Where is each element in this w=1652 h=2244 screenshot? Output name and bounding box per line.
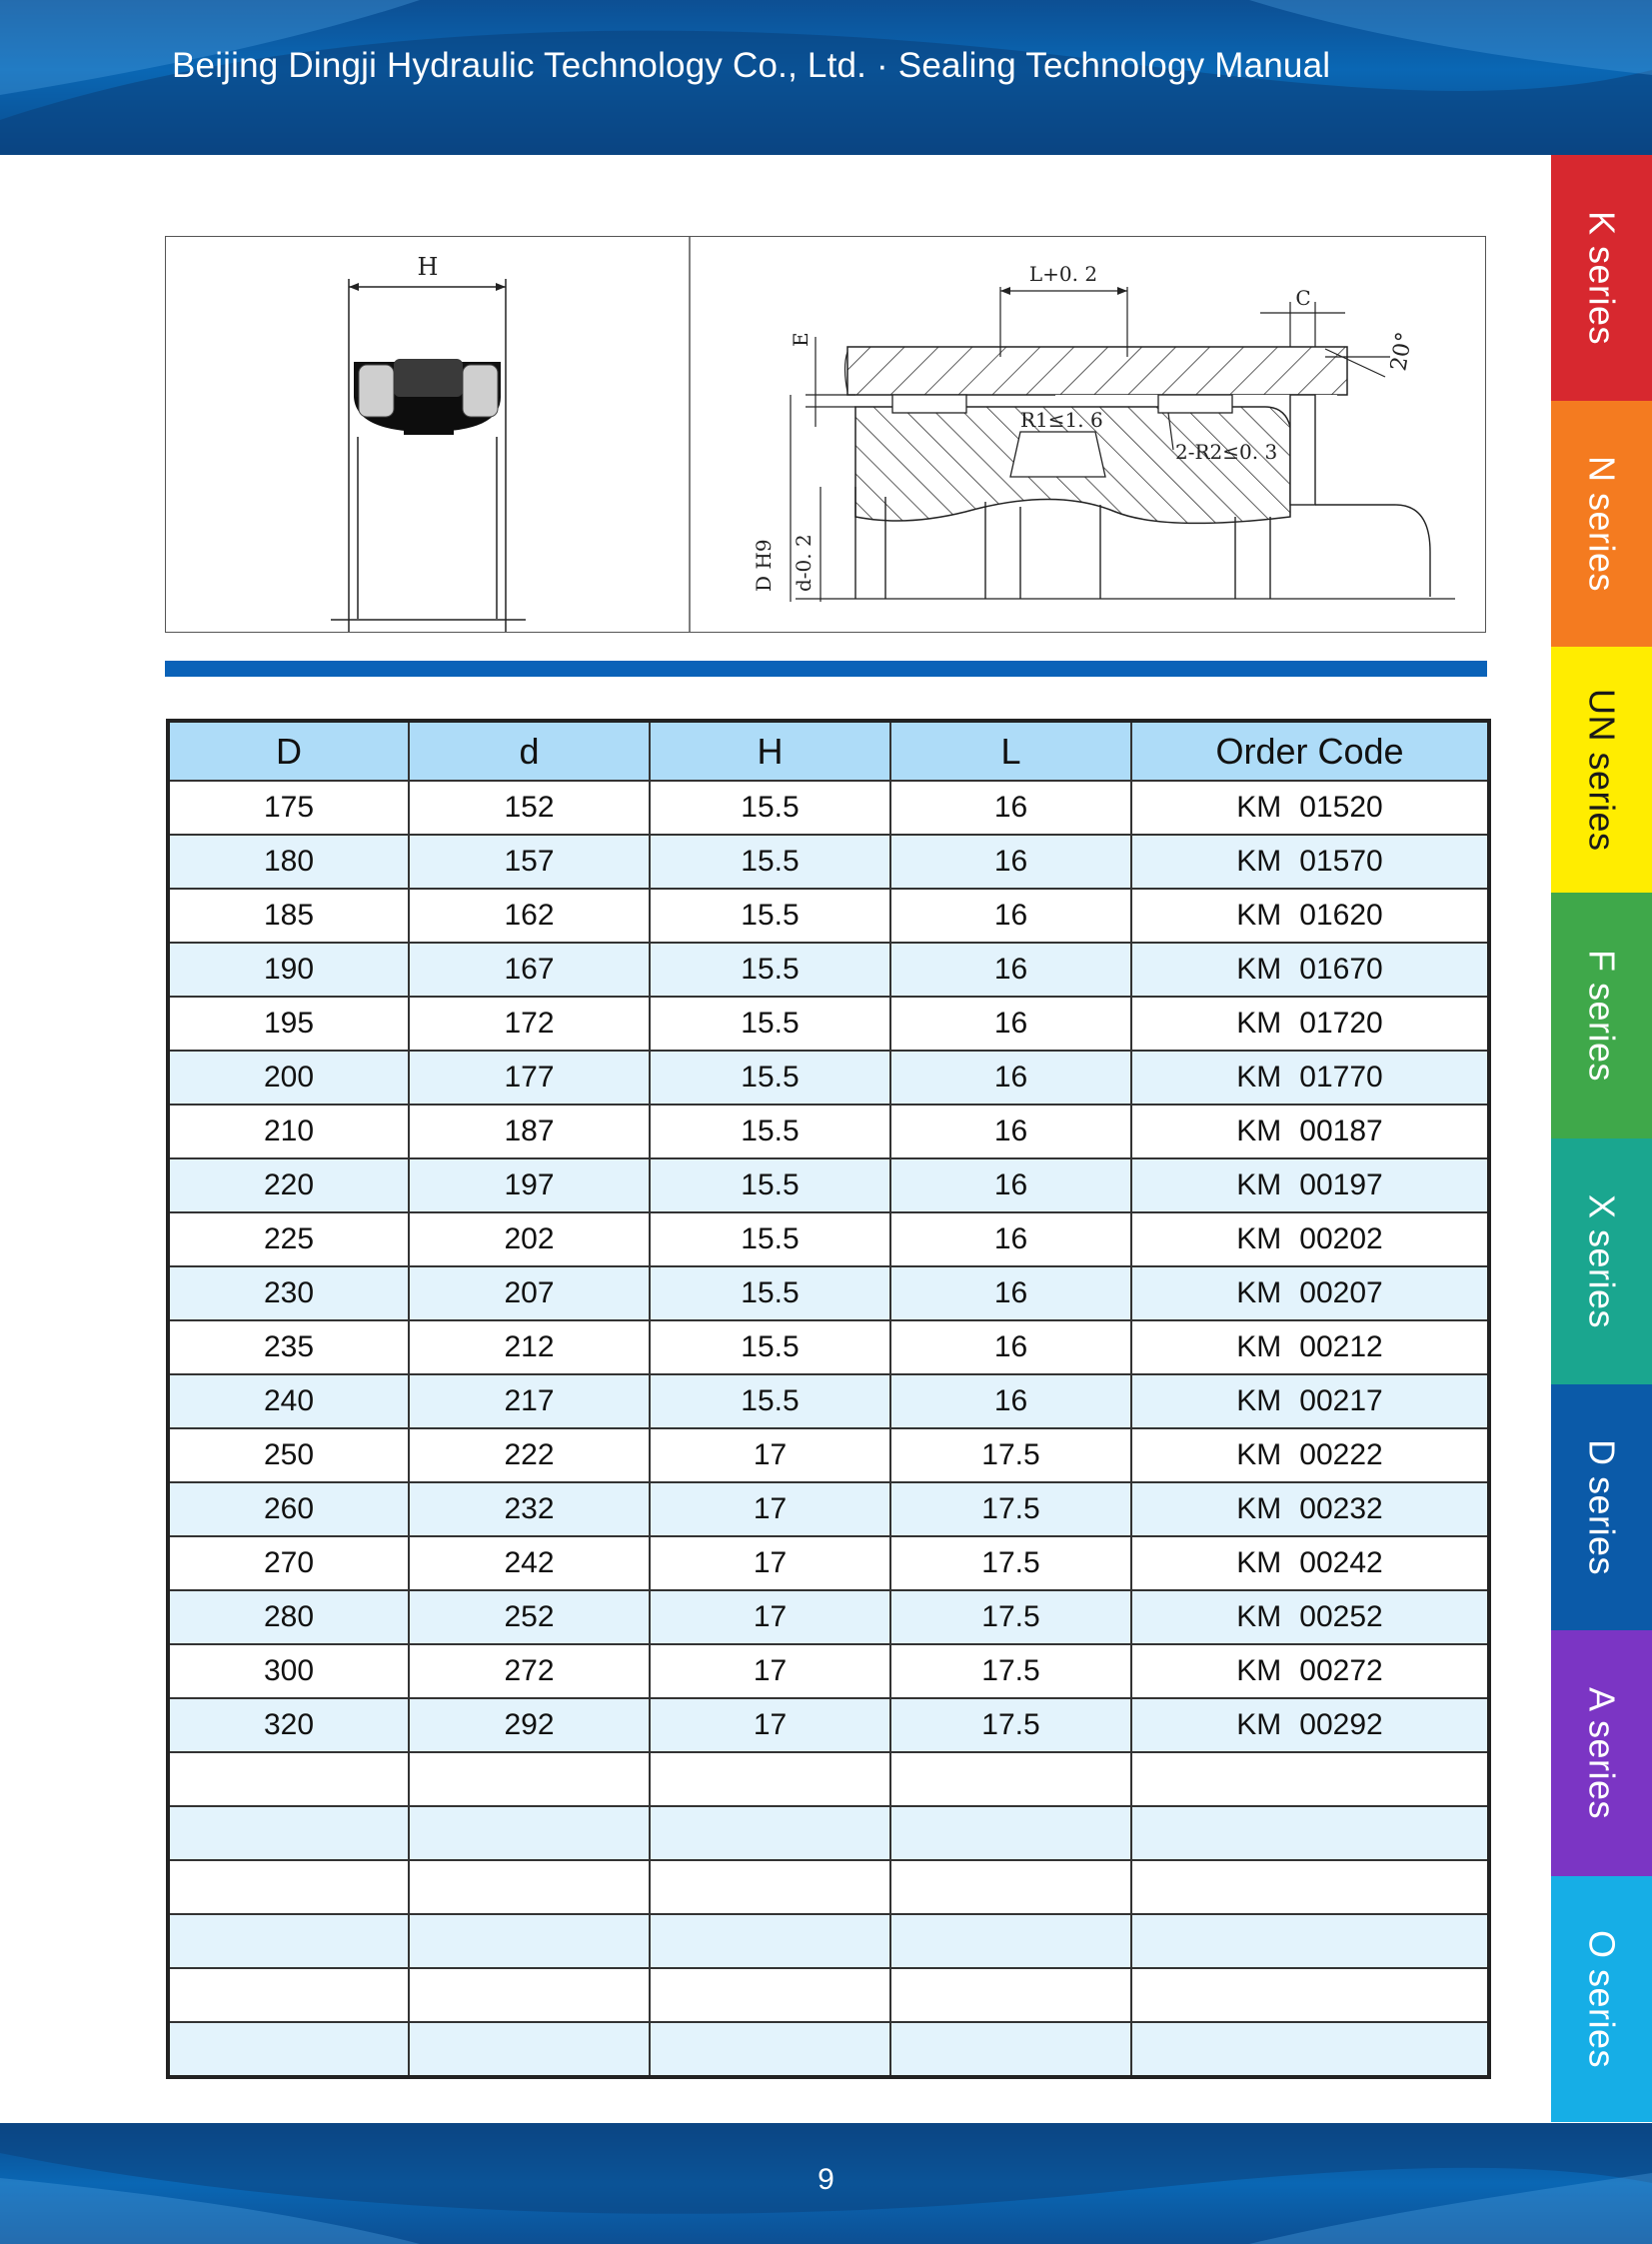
order-code-number: 00292: [1299, 1708, 1383, 1741]
cell-H: 15.5: [650, 1158, 890, 1212]
cell-L: 16: [890, 997, 1131, 1051]
series-tab-label: K series: [1581, 210, 1623, 346]
cell-order-code: [1131, 1428, 1489, 1482]
cell-D: [168, 1914, 409, 1968]
cell-D: 235: [168, 1320, 409, 1374]
cell-order-code: [1131, 1105, 1489, 1158]
order-code-prefix: KM: [1236, 1222, 1282, 1255]
cell-d: 152: [409, 781, 650, 835]
cell-L: [890, 2022, 1131, 2077]
cell-d: 217: [409, 1374, 650, 1428]
order-code-prefix: KM: [1236, 1438, 1282, 1471]
order-code-number: 00222: [1299, 1438, 1383, 1471]
dim-label-angle: 20°: [1386, 330, 1418, 374]
series-tab-label: F series: [1581, 949, 1623, 1083]
cell-order-code: [1131, 2022, 1489, 2077]
cell-L: [890, 1914, 1131, 1968]
cell-order-code: [1131, 1806, 1489, 1860]
cell-order-code: [1131, 1212, 1489, 1266]
order-code-number: 00197: [1299, 1168, 1383, 1201]
series-tab-label: O series: [1581, 1929, 1623, 2069]
cell-L: 16: [890, 1320, 1131, 1374]
cell-d: 212: [409, 1320, 650, 1374]
cell-L: 17.5: [890, 1536, 1131, 1590]
cell-H: [650, 1968, 890, 2022]
cell-D: 230: [168, 1266, 409, 1320]
table-row: [168, 889, 1489, 943]
cell-D: 180: [168, 835, 409, 889]
table-row: [168, 1644, 1489, 1698]
cell-L: 16: [890, 1266, 1131, 1320]
order-code-prefix: KM: [1236, 1600, 1282, 1633]
cell-D: 225: [168, 1212, 409, 1266]
cell-H: [650, 1860, 890, 1914]
order-code-prefix: KM: [1236, 1654, 1282, 1687]
order-code-prefix: KM: [1236, 845, 1282, 878]
cell-order-code: [1131, 997, 1489, 1051]
page-footer: [0, 2123, 1652, 2244]
cell-L: 17.5: [890, 1428, 1131, 1482]
cell-order-code: [1131, 1860, 1489, 1914]
cell-L: [890, 1860, 1131, 1914]
cell-D: 250: [168, 1428, 409, 1482]
cell-D: 200: [168, 1051, 409, 1105]
order-code-number: 00272: [1299, 1654, 1383, 1687]
table-row: [168, 1374, 1489, 1428]
cell-D: 240: [168, 1374, 409, 1428]
cell-D: 195: [168, 997, 409, 1051]
dim-label-e: E: [789, 332, 813, 347]
series-tab-un[interactable]: [1551, 647, 1652, 893]
cell-d: 157: [409, 835, 650, 889]
cell-D: 270: [168, 1536, 409, 1590]
cell-D: [168, 2022, 409, 2077]
order-code-prefix: KM: [1236, 1168, 1282, 1201]
cell-order-code: [1131, 1266, 1489, 1320]
cell-order-code: [1131, 781, 1489, 835]
cell-D: 185: [168, 889, 409, 943]
cell-order-code: [1131, 1914, 1489, 1968]
cell-d: [409, 1806, 650, 1860]
order-code-prefix: KM: [1236, 1546, 1282, 1579]
table-row: [168, 1536, 1489, 1590]
table-row: [168, 1158, 1489, 1212]
table-row: [168, 1914, 1489, 1968]
cell-d: 242: [409, 1536, 650, 1590]
table-row: [168, 1806, 1489, 1860]
cell-H: 15.5: [650, 1105, 890, 1158]
header-title: Beijing Dingji Hydraulic Technology Co., Ltd. · Sealing Technology Manual: [172, 46, 1331, 85]
cell-order-code: [1131, 1590, 1489, 1644]
cell-H: 15.5: [650, 1051, 890, 1105]
cell-D: [168, 1860, 409, 1914]
cell-d: 202: [409, 1212, 650, 1266]
seal-drawing-panel: [165, 236, 1486, 633]
cell-D: [168, 1752, 409, 1806]
cell-d: 252: [409, 1590, 650, 1644]
table-row: [168, 1482, 1489, 1536]
cell-d: 167: [409, 943, 650, 997]
cell-d: 177: [409, 1051, 650, 1105]
cell-d: [409, 1968, 650, 2022]
order-code-number: 00232: [1299, 1492, 1383, 1525]
order-code-prefix: KM: [1236, 1492, 1282, 1525]
cell-d: 232: [409, 1482, 650, 1536]
table-row: [168, 1320, 1489, 1374]
order-code-prefix: KM: [1236, 1115, 1282, 1147]
series-tab-x[interactable]: [1551, 1138, 1652, 1384]
table-row: [168, 1590, 1489, 1644]
cell-H: 17: [650, 1482, 890, 1536]
table-row: [168, 2022, 1489, 2077]
page-number: 9: [818, 2163, 834, 2196]
cell-L: 16: [890, 889, 1131, 943]
series-tab-label: X series: [1581, 1193, 1623, 1329]
series-tab-a[interactable]: [1551, 1630, 1652, 1876]
order-code-prefix: KM: [1236, 899, 1282, 932]
order-code-number: 01570: [1299, 845, 1383, 878]
series-tab-label: N series: [1581, 455, 1623, 593]
cell-d: 162: [409, 889, 650, 943]
col-header-order-code: Order Code: [1131, 721, 1489, 781]
cell-L: [890, 1752, 1131, 1806]
cell-H: 17: [650, 1536, 890, 1590]
table-row: [168, 943, 1489, 997]
order-code-prefix: KM: [1236, 1384, 1282, 1417]
table-row: [168, 1051, 1489, 1105]
cell-L: [890, 1968, 1131, 2022]
cell-order-code: [1131, 1752, 1489, 1806]
cell-d: [409, 1752, 650, 1806]
order-code-number: 00212: [1299, 1330, 1383, 1363]
cell-order-code: [1131, 1968, 1489, 2022]
cell-d: [409, 1860, 650, 1914]
cell-H: [650, 1752, 890, 1806]
cell-order-code: [1131, 1158, 1489, 1212]
seal-cross-section: [331, 253, 526, 632]
cell-H: 17: [650, 1644, 890, 1698]
order-code-number: 01670: [1299, 953, 1383, 986]
dim-label-d-bore: D H9: [752, 539, 776, 592]
cell-d: 292: [409, 1698, 650, 1752]
cell-D: 300: [168, 1644, 409, 1698]
cell-H: 15.5: [650, 1374, 890, 1428]
table-row: [168, 1428, 1489, 1482]
cell-order-code: [1131, 943, 1489, 997]
cell-d: 222: [409, 1428, 650, 1482]
seal-technical-drawing: [166, 237, 1485, 632]
dimension-table: [166, 719, 1491, 2079]
order-code-prefix: KM: [1236, 1708, 1282, 1741]
dim-label-c: C: [1295, 286, 1311, 310]
dim-label-r2: 2-R2≤0. 3: [1175, 440, 1278, 464]
cell-d: 187: [409, 1105, 650, 1158]
cell-order-code: [1131, 1374, 1489, 1428]
table-row: [168, 1698, 1489, 1752]
cell-L: 16: [890, 835, 1131, 889]
order-code-prefix: KM: [1236, 1061, 1282, 1094]
order-code-prefix: KM: [1236, 791, 1282, 824]
table-row: [168, 1105, 1489, 1158]
cell-H: 15.5: [650, 1212, 890, 1266]
series-tab-k[interactable]: [1551, 155, 1652, 401]
order-code-number: 01520: [1299, 791, 1383, 824]
cell-H: [650, 2022, 890, 2077]
cell-D: [168, 1806, 409, 1860]
cell-order-code: [1131, 835, 1489, 889]
groove-installation-drawing: [752, 262, 1455, 602]
cell-order-code: [1131, 1320, 1489, 1374]
order-code-number: 00202: [1299, 1222, 1383, 1255]
table-row: [168, 997, 1489, 1051]
cell-D: 260: [168, 1482, 409, 1536]
cell-L: 17.5: [890, 1698, 1131, 1752]
cell-H: 15.5: [650, 997, 890, 1051]
col-header-H: H: [650, 721, 890, 781]
cell-L: 17.5: [890, 1590, 1131, 1644]
cell-d: [409, 1914, 650, 1968]
order-code-prefix: KM: [1236, 1007, 1282, 1040]
cell-order-code: [1131, 889, 1489, 943]
dim-label-h: H: [417, 253, 439, 281]
series-tab-o[interactable]: [1551, 1876, 1652, 2122]
cell-L: 16: [890, 1212, 1131, 1266]
series-tab-n[interactable]: [1551, 401, 1652, 647]
order-code-prefix: KM: [1236, 1330, 1282, 1363]
series-tab-label: A series: [1581, 1686, 1623, 1820]
col-header-L: L: [890, 721, 1131, 781]
cell-H: 17: [650, 1698, 890, 1752]
cell-d: [409, 2022, 650, 2077]
table-row: [168, 781, 1489, 835]
order-code-number: 00217: [1299, 1384, 1383, 1417]
cell-order-code: [1131, 1482, 1489, 1536]
order-code-number: 00187: [1299, 1115, 1383, 1147]
cell-H: 15.5: [650, 1266, 890, 1320]
table-header-row: [168, 721, 1489, 781]
cell-D: 320: [168, 1698, 409, 1752]
table-row: [168, 1752, 1489, 1806]
cell-D: 220: [168, 1158, 409, 1212]
page-header: [0, 0, 1652, 155]
cell-L: 16: [890, 1051, 1131, 1105]
table-row: [168, 1212, 1489, 1266]
cell-L: 17.5: [890, 1644, 1131, 1698]
cell-D: 175: [168, 781, 409, 835]
series-tab-f[interactable]: [1551, 893, 1652, 1138]
cell-L: 16: [890, 1158, 1131, 1212]
dim-label-r1: R1≤1. 6: [1020, 408, 1103, 432]
cell-L: 17.5: [890, 1482, 1131, 1536]
cell-D: 280: [168, 1590, 409, 1644]
cell-L: 16: [890, 1374, 1131, 1428]
cell-H: 15.5: [650, 781, 890, 835]
order-code-number: 00242: [1299, 1546, 1383, 1579]
order-code-prefix: KM: [1236, 953, 1282, 986]
cell-H: [650, 1806, 890, 1860]
cell-d: 172: [409, 997, 650, 1051]
table-row: [168, 1860, 1489, 1914]
cell-order-code: [1131, 1698, 1489, 1752]
cell-D: 190: [168, 943, 409, 997]
cell-d: 207: [409, 1266, 650, 1320]
cell-H: 15.5: [650, 943, 890, 997]
series-tab-strip: [1551, 155, 1652, 2123]
dim-label-d-rod: d-0. 2: [792, 534, 816, 592]
cell-order-code: [1131, 1644, 1489, 1698]
cell-H: [650, 1914, 890, 1968]
cell-L: 16: [890, 943, 1131, 997]
cell-D: [168, 1968, 409, 2022]
dim-label-l: L+0. 2: [1028, 262, 1098, 286]
order-code-number: 01620: [1299, 899, 1383, 932]
cell-H: 17: [650, 1590, 890, 1644]
table-row: [168, 1266, 1489, 1320]
cell-d: 272: [409, 1644, 650, 1698]
table-row: [168, 1968, 1489, 2022]
cell-order-code: [1131, 1536, 1489, 1590]
table-row: [168, 835, 1489, 889]
cell-d: 197: [409, 1158, 650, 1212]
series-tab-label: D series: [1581, 1438, 1623, 1576]
order-code-prefix: KM: [1236, 1276, 1282, 1309]
cell-H: 15.5: [650, 835, 890, 889]
series-tab-d[interactable]: [1551, 1384, 1652, 1630]
cell-H: 17: [650, 1428, 890, 1482]
cell-L: [890, 1806, 1131, 1860]
order-code-number: 00207: [1299, 1276, 1383, 1309]
cell-L: 16: [890, 781, 1131, 835]
cell-L: 16: [890, 1105, 1131, 1158]
cell-D: 210: [168, 1105, 409, 1158]
cell-H: 15.5: [650, 1320, 890, 1374]
section-divider-bar: [165, 661, 1487, 677]
col-header-D: D: [168, 721, 409, 781]
cell-H: 15.5: [650, 889, 890, 943]
col-header-d: d: [409, 721, 650, 781]
order-code-number: 01720: [1299, 1007, 1383, 1040]
cell-order-code: [1131, 1051, 1489, 1105]
order-code-number: 00252: [1299, 1600, 1383, 1633]
series-tab-label: UN series: [1581, 688, 1623, 852]
order-code-number: 01770: [1299, 1061, 1383, 1094]
